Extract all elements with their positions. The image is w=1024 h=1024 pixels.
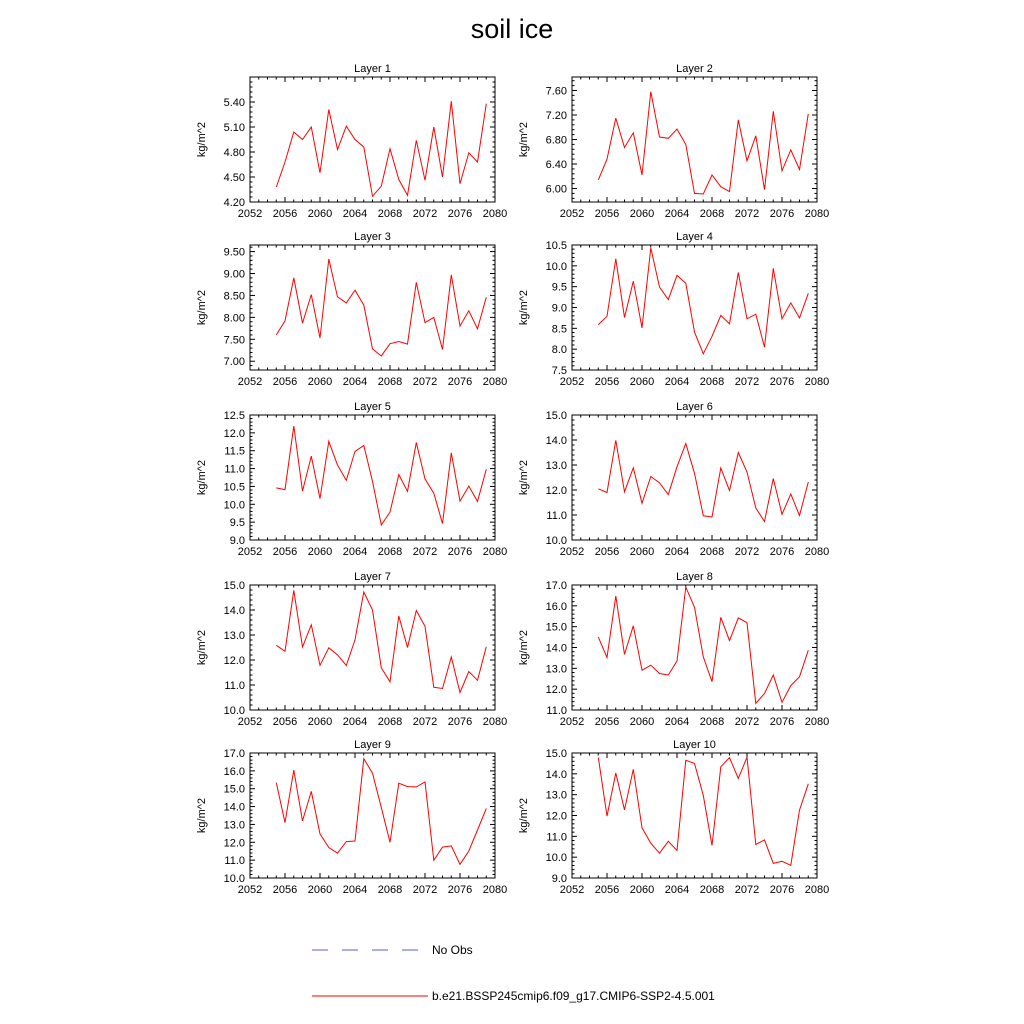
series-line — [598, 587, 808, 703]
x-tick-label: 2080 — [804, 208, 830, 220]
panel-layer-7 — [196, 571, 507, 728]
x-tick-label: 2076 — [447, 208, 473, 220]
y-tick-label: 15.0 — [545, 748, 567, 760]
x-tick-label: 2080 — [482, 208, 508, 220]
x-tick-label: 2072 — [734, 208, 760, 220]
x-tick-label: 2068 — [699, 716, 725, 728]
y-tick-label: 5.40 — [223, 97, 245, 109]
x-tick-label: 2056 — [594, 716, 620, 728]
y-tick-label: 13.0 — [223, 630, 245, 642]
x-tick-label: 2076 — [447, 376, 473, 388]
panel-title: Layer 5 — [354, 401, 391, 413]
y-tick-label: 11.0 — [224, 855, 245, 868]
x-tick-label: 2080 — [482, 376, 508, 388]
y-tick-label: 15.0 — [223, 783, 245, 796]
x-tick-label: 2056 — [594, 884, 620, 896]
y-tick-label: 10.0 — [223, 705, 245, 717]
y-tick-label: 10.0 — [223, 873, 245, 885]
y-tick-label: 9.00 — [223, 268, 245, 281]
x-tick-label: 2076 — [447, 884, 473, 896]
y-tick-label: 13.0 — [223, 819, 245, 832]
x-tick-label: 2060 — [307, 716, 333, 728]
legend-label-model: b.e21.BSSP245cmip6.f09_g17.CMIP6-SSP2-4.5.001 — [432, 989, 715, 1003]
panel-title: Layer 10 — [673, 739, 716, 751]
x-tick-label: 2072 — [734, 884, 760, 896]
x-tick-label: 2064 — [664, 884, 690, 896]
x-tick-label: 2056 — [594, 376, 620, 388]
y-axis-label: kg/m^2 — [518, 459, 530, 496]
x-tick-label: 2076 — [447, 546, 473, 558]
y-axis-label: kg/m^2 — [518, 797, 530, 834]
panel-layer-1 — [196, 63, 507, 220]
y-tick-label: 15.0 — [545, 621, 567, 634]
y-axis-label: kg/m^2 — [196, 629, 208, 666]
y-tick-label: 9.0 — [229, 535, 245, 547]
x-tick-label: 2072 — [734, 376, 760, 388]
y-tick-label: 4.20 — [223, 197, 245, 209]
y-tick-label: 13.0 — [545, 663, 567, 676]
x-tick-label: 2060 — [307, 884, 333, 896]
y-tick-label: 13.0 — [545, 789, 567, 802]
x-tick-label: 2056 — [272, 884, 298, 896]
x-tick-label: 2052 — [559, 376, 585, 388]
y-tick-label: 11.0 — [546, 831, 567, 844]
y-tick-label: 16.0 — [545, 600, 567, 613]
series-line — [276, 101, 486, 196]
plot-frame — [250, 753, 495, 878]
y-tick-label: 11.0 — [546, 510, 567, 522]
y-axis-label: kg/m^2 — [196, 459, 208, 496]
panel-title: Layer 1 — [354, 63, 391, 75]
y-tick-label: 8.50 — [223, 290, 245, 303]
panel-title: Layer 6 — [676, 401, 713, 413]
panel-layer-8 — [518, 571, 829, 728]
y-tick-label: 10.0 — [545, 535, 567, 547]
panel-layer-2 — [518, 63, 829, 220]
x-tick-label: 2072 — [412, 546, 438, 558]
y-axis-label: kg/m^2 — [196, 121, 208, 158]
x-tick-label: 2072 — [412, 884, 438, 896]
x-tick-label: 2072 — [412, 716, 438, 728]
x-tick-label: 2060 — [307, 376, 333, 388]
y-tick-label: 12.0 — [223, 427, 245, 440]
panel-title: Layer 8 — [676, 571, 713, 583]
panel-title: Layer 3 — [354, 231, 391, 243]
y-tick-label: 12.0 — [545, 485, 567, 497]
plot-frame — [250, 77, 495, 202]
x-tick-label: 2056 — [272, 208, 298, 220]
plot-frame — [572, 77, 817, 202]
x-tick-label: 2076 — [447, 716, 473, 728]
y-axis-label: kg/m^2 — [196, 289, 208, 326]
legend-item-model — [312, 986, 432, 1006]
y-tick-label: 6.40 — [545, 159, 567, 172]
x-tick-label: 2072 — [412, 208, 438, 220]
x-tick-label: 2060 — [629, 376, 655, 388]
y-tick-label: 14.0 — [545, 435, 567, 447]
x-tick-label: 2060 — [307, 546, 333, 558]
x-tick-label: 2064 — [342, 376, 368, 388]
y-tick-label: 9.0 — [551, 873, 567, 885]
y-tick-label: 13.0 — [545, 460, 567, 472]
y-tick-label: 10.0 — [545, 260, 567, 273]
x-tick-label: 2080 — [804, 716, 830, 728]
legend-label-no-obs: No Obs — [432, 943, 473, 957]
y-axis-label: kg/m^2 — [518, 289, 530, 326]
y-tick-label: 14.0 — [223, 605, 245, 617]
series-line — [276, 259, 486, 356]
legend-line-solid — [312, 986, 432, 1006]
x-tick-label: 2080 — [804, 884, 830, 896]
x-tick-label: 2056 — [272, 376, 298, 388]
series-line — [276, 759, 486, 865]
y-tick-label: 9.0 — [551, 302, 567, 315]
y-tick-label: 12.0 — [545, 684, 567, 697]
plot-frame — [250, 585, 495, 710]
y-tick-label: 10.5 — [223, 481, 245, 494]
x-tick-label: 2052 — [559, 546, 585, 558]
x-tick-label: 2052 — [237, 716, 263, 728]
series-line — [598, 248, 808, 354]
x-tick-label: 2068 — [699, 376, 725, 388]
y-tick-label: 11.0 — [224, 463, 245, 476]
x-tick-label: 2064 — [342, 716, 368, 728]
y-tick-label: 12.5 — [223, 410, 245, 422]
series-line — [598, 440, 808, 521]
y-tick-label: 15.0 — [545, 410, 567, 422]
x-tick-label: 2068 — [377, 884, 403, 896]
y-tick-label: 12.0 — [545, 810, 567, 823]
x-tick-label: 2072 — [734, 546, 760, 558]
panel-title: Layer 7 — [354, 571, 391, 583]
series-line — [598, 757, 808, 865]
y-axis-label: kg/m^2 — [196, 797, 208, 834]
x-tick-label: 2076 — [769, 376, 795, 388]
y-tick-label: 11.5 — [224, 445, 245, 458]
x-tick-label: 2072 — [412, 376, 438, 388]
x-tick-label: 2056 — [594, 546, 620, 558]
y-tick-label: 7.60 — [545, 85, 567, 98]
plot-frame — [250, 245, 495, 370]
y-tick-label: 14.0 — [223, 801, 245, 814]
plot-frame — [572, 753, 817, 878]
y-tick-label: 10.0 — [545, 852, 567, 865]
x-tick-label: 2068 — [699, 208, 725, 220]
x-tick-label: 2068 — [699, 546, 725, 558]
x-tick-label: 2052 — [559, 884, 585, 896]
y-tick-label: 7.50 — [223, 334, 245, 347]
y-tick-label: 14.0 — [545, 768, 567, 781]
x-tick-label: 2052 — [237, 376, 263, 388]
x-tick-label: 2064 — [342, 546, 368, 558]
panel-layer-9 — [196, 739, 507, 896]
y-tick-label: 6.00 — [545, 183, 567, 196]
series-line — [276, 426, 486, 525]
y-axis-label: kg/m^2 — [518, 629, 530, 666]
x-tick-label: 2072 — [734, 716, 760, 728]
y-axis-label: kg/m^2 — [518, 121, 530, 158]
y-tick-label: 7.5 — [551, 365, 567, 377]
panel-layer-4 — [518, 231, 829, 388]
x-tick-label: 2056 — [594, 208, 620, 220]
x-tick-label: 2076 — [769, 546, 795, 558]
x-tick-label: 2056 — [272, 716, 298, 728]
x-tick-label: 2080 — [482, 546, 508, 558]
x-tick-label: 2060 — [629, 208, 655, 220]
x-tick-label: 2064 — [342, 884, 368, 896]
x-tick-label: 2064 — [664, 208, 690, 220]
x-tick-label: 2076 — [769, 208, 795, 220]
y-tick-label: 4.50 — [223, 172, 245, 184]
y-tick-label: 16.0 — [223, 765, 245, 778]
x-tick-label: 2060 — [629, 546, 655, 558]
x-tick-label: 2068 — [377, 716, 403, 728]
y-tick-label: 17.0 — [223, 748, 245, 760]
x-tick-label: 2052 — [237, 546, 263, 558]
series-line — [276, 590, 486, 692]
x-tick-label: 2052 — [237, 884, 263, 896]
y-tick-label: 11.0 — [546, 705, 567, 717]
panel-layer-5 — [196, 401, 507, 558]
x-tick-label: 2060 — [629, 716, 655, 728]
x-tick-label: 2080 — [804, 546, 830, 558]
y-tick-label: 8.0 — [551, 344, 567, 357]
x-tick-label: 2060 — [629, 884, 655, 896]
y-tick-label: 7.20 — [545, 109, 567, 122]
y-tick-label: 6.80 — [545, 134, 567, 147]
x-tick-label: 2068 — [377, 546, 403, 558]
x-tick-label: 2076 — [769, 716, 795, 728]
x-tick-label: 2080 — [482, 716, 508, 728]
x-tick-label: 2064 — [342, 208, 368, 220]
x-tick-label: 2076 — [769, 884, 795, 896]
legend-item-no-obs — [312, 940, 422, 960]
x-tick-label: 2068 — [377, 208, 403, 220]
y-tick-label: 5.10 — [223, 122, 245, 134]
x-tick-label: 2052 — [559, 716, 585, 728]
y-tick-label: 8.5 — [551, 323, 567, 336]
y-tick-label: 9.50 — [223, 246, 245, 259]
series-line — [598, 92, 808, 194]
y-tick-label: 12.0 — [223, 655, 245, 667]
x-tick-label: 2060 — [307, 208, 333, 220]
panel-layer-6 — [518, 401, 829, 558]
x-tick-label: 2068 — [699, 884, 725, 896]
x-tick-label: 2064 — [664, 716, 690, 728]
x-tick-label: 2080 — [804, 376, 830, 388]
y-tick-label: 9.5 — [229, 517, 245, 530]
x-tick-label: 2064 — [664, 376, 690, 388]
x-tick-label: 2052 — [237, 208, 263, 220]
y-tick-label: 14.0 — [545, 642, 567, 655]
y-tick-label: 7.00 — [223, 356, 245, 369]
y-tick-label: 4.80 — [223, 147, 245, 159]
panel-title: Layer 4 — [676, 231, 713, 243]
y-tick-label: 17.0 — [545, 580, 567, 592]
y-tick-label: 10.5 — [545, 240, 567, 252]
x-tick-label: 2068 — [377, 376, 403, 388]
figure-title: soil ice — [470, 14, 554, 44]
y-tick-label: 10.0 — [223, 499, 245, 512]
panel-layer-3 — [196, 231, 507, 388]
x-tick-label: 2064 — [664, 546, 690, 558]
panel-title: Layer 9 — [354, 739, 391, 751]
panel-layer-10 — [518, 739, 829, 896]
panel-title: Layer 2 — [676, 63, 713, 75]
y-tick-label: 12.0 — [223, 837, 245, 850]
y-tick-label: 15.0 — [223, 580, 245, 592]
x-tick-label: 2080 — [482, 884, 508, 896]
y-tick-label: 8.00 — [223, 312, 245, 325]
x-tick-label: 2056 — [272, 546, 298, 558]
legend-line-dashed — [312, 940, 422, 960]
x-tick-label: 2052 — [559, 208, 585, 220]
y-tick-label: 11.0 — [224, 680, 245, 692]
plot-frame — [572, 415, 817, 540]
y-tick-label: 9.5 — [551, 281, 567, 294]
